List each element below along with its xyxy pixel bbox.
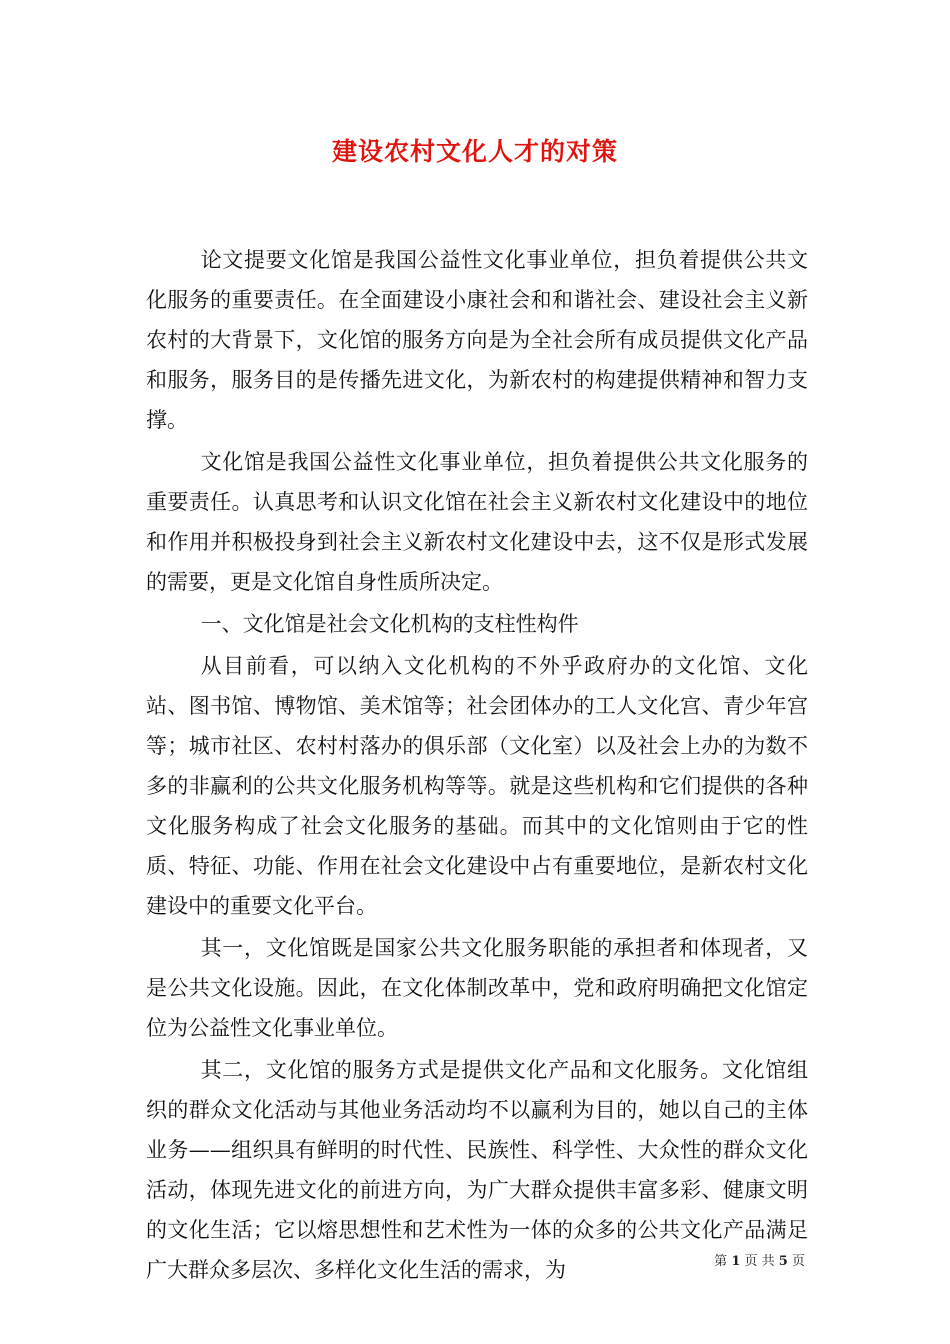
document-body [146,240,808,1292]
footer-suffix: 页 [791,1254,805,1269]
footer-middle: 页 共 [744,1254,775,1269]
page-number-footer [714,1250,805,1269]
footer-current-page: 1 [731,1254,741,1269]
paragraph-intro: 文化馆是我国公益性文化事业单位，担负着提供公共文化服务的重要责任。认真思考和认识文化馆在社会主义新农村文化建设中的地位和作用并积极投身到社会主义新农村文化建设中去，这不仅是形式发展的需要，更是文化馆自身性质所决定。 [146,450,808,594]
section-heading-1: 一、文化馆是社会文化机构的支柱性构件 [200,612,579,636]
paragraph-point-1: 其一，文化馆既是国家公共文化服务职能的承担者和体现者，又是公共文化设施。因此，在文化体制改革中，党和政府明确把文化馆定位为公益性文化事业单位。 [146,936,808,1040]
paragraph-point-2: 其二，文化馆的服务方式是提供文化产品和文化服务。文化馆组织的群众文化活动与其他业务活动均不以赢利为目的，她以自己的主体业务——组织具有鲜明的时代性、民族性、科学性、大众性的群众文化活动，体现先进文化的前进方向，为广大群众提供丰富多彩、健康文明的文化生活；它以熔思想性和艺术性为一体的众多的公共文化产品满足广大群众多层次、多样化文化生活的需求，为 [146,1058,808,1282]
footer-prefix: 第 [714,1254,728,1269]
paragraph-section-1: 从目前看，可以纳入文化机构的不外乎政府办的文化馆、文化站、图书馆、博物馆、美术馆等；社会团体办的工人文化宫、青少年宫等；城市社区、农村村落办的俱乐部（文化室）以及社会上办的为数不多的非赢利的公共文化服务机构等等。就是这些机构和它们提供的各种文化服务构成了社会文化服务的基础。而其中的文化馆则由于它的性质、特征、功能、作用在社会文化建设中占有重要地位，是新农村文化建设中的重要文化平台。 [146,654,808,918]
paragraph-abstract: 论文提要文化馆是我国公益性文化事业单位，担负着提供公共文化服务的重要责任。在全面建设小康社会和和谐社会、建设社会主义新农村的大背景下，文化馆的服务方向是为全社会所有成员提供文化产品和服务，服务目的是传播先进文化，为新农村的构建提供精神和智力支撑。 [146,248,808,432]
footer-total-pages: 5 [778,1254,788,1269]
document-title: 建设农村文化人才的对策 [331,137,618,166]
